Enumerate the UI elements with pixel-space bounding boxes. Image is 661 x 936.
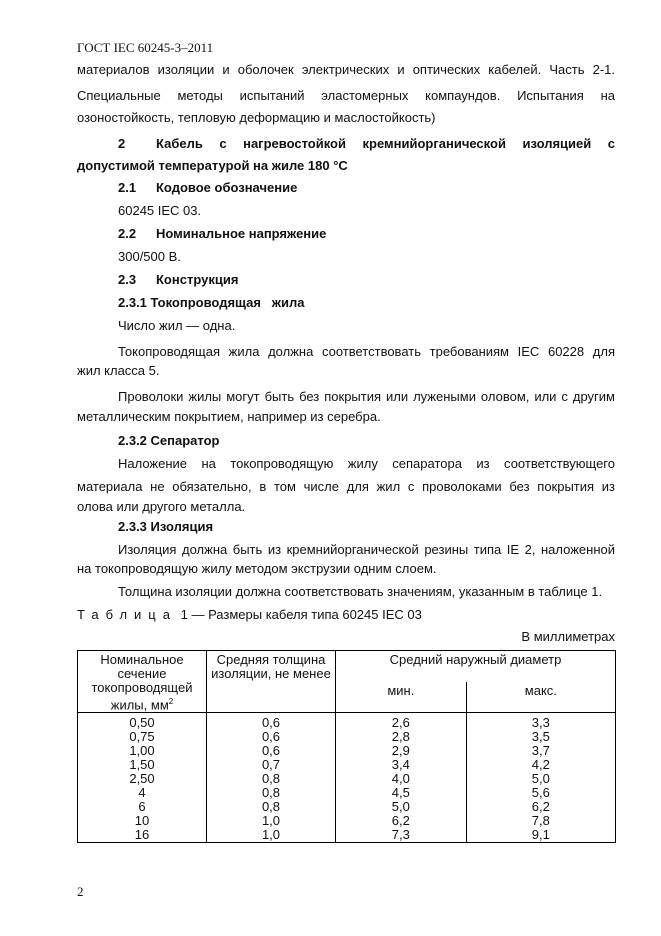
section-2-3-3-line1: Изоляция должна быть из кремнийорганической резины типа IE 2, наложенной [118, 542, 615, 557]
section-2-1-number: 2.1 [118, 180, 137, 195]
header-cross-section-sup: 2 [168, 697, 174, 706]
table-body [78, 713, 616, 843]
cell-diameter-max: 3,5 [466, 730, 615, 744]
cell-insulation-thickness: 1,0 [207, 828, 336, 843]
table-row [78, 772, 616, 786]
cell-insulation-thickness: 0,6 [207, 713, 336, 731]
cell-insulation-thickness: 0,8 [207, 800, 336, 814]
cell-diameter-max: 4,2 [466, 758, 615, 772]
section-2-3-1-p2-line1: Токопроводящая жила должна соответствовать требованиям IEC 60228 для [118, 344, 615, 359]
header-cross-section: Номинальное сечение токопроводящей жилы, $мм^2$ [78, 651, 207, 713]
cell-diameter-min: 3,4 [336, 758, 467, 772]
section-2-3-1-heading: 2.3.1 Токопроводящая жила [118, 295, 305, 310]
section-2-2-text: 300/500 В. [118, 249, 181, 264]
section-2-2-number: 2.2 [118, 226, 137, 241]
cell-diameter-max: 5,6 [466, 786, 615, 800]
cell-diameter-max: 3,7 [466, 744, 615, 758]
section-2-3-3-heading: 2.3.3 Изоляция [118, 519, 214, 534]
section-2-title-line2: допустимой температурой на жиле 180 °С [77, 158, 348, 173]
section-2-number: 2 [118, 136, 126, 151]
page-number: 2 [77, 884, 84, 899]
table-row [78, 786, 616, 800]
section-2-2-title: Номинальное напряжение [156, 226, 327, 241]
cell-insulation-thickness: 0,8 [207, 772, 336, 786]
intro-line-2: Специальные методы испытаний эластомерных компаундов. Испытания на [77, 88, 615, 103]
header-diameter-min: мин. [336, 682, 467, 713]
section-2-3-2-line3: олова или другого металла. [77, 499, 246, 514]
cell-cross-section: 16 [78, 828, 207, 843]
cell-cross-section: 2,50 [78, 772, 207, 786]
header-insulation-thickness: Средняя толщина изоляции, не менее [207, 651, 336, 713]
cell-diameter-max: 3,3 [466, 713, 615, 731]
cell-cross-section: 10 [78, 814, 207, 828]
table-units: В миллиметрах [521, 629, 615, 644]
section-2-3-1-p3-line1: Проволоки жилы могут быть без покрытия или лужеными оловом, или с другим [118, 389, 615, 404]
section-2-1-heading [118, 180, 297, 195]
table-row [78, 800, 616, 814]
section-2-3-3-line2: на токопроводящую жилу методом экструзии одним слоем. [77, 561, 437, 576]
header-diameter-max: макс. [466, 682, 615, 713]
cell-cross-section: 0,75 [78, 730, 207, 744]
section-2-3-2-line2: материала не обязательно, в том числе для жил с проволоками без покрытия из [77, 479, 615, 494]
cell-diameter-min: 4,0 [336, 772, 467, 786]
header-outer-diameter: Средний наружный диаметр [336, 651, 616, 682]
intro-line-1: материалов изоляции и оболочек электрических и оптических кабелей. Часть 2-1. [77, 62, 615, 77]
cell-diameter-min: 2,6 [336, 713, 467, 731]
table-row [78, 713, 616, 731]
cell-diameter-min: 2,9 [336, 744, 467, 758]
cell-cross-section: 1,00 [78, 744, 207, 758]
section-2-title-line1: Кабель с нагревостойкой кремнийорганической изоляцией с [156, 136, 615, 151]
section-2-2-heading [118, 226, 326, 241]
section-2-3-1-p2-line2: жил класса 5. [77, 363, 160, 378]
cell-diameter-max: 9,1 [466, 828, 615, 843]
cell-insulation-thickness: 0,8 [207, 786, 336, 800]
intro-line-3: озоностойкость, тепловую деформацию и маслостойкость) [77, 110, 436, 125]
cell-diameter-max: 6,2 [466, 800, 615, 814]
section-2-3-1-p1: Число жил — одна. [118, 318, 236, 333]
section-2-3-heading [118, 272, 238, 287]
cell-diameter-min: 2,8 [336, 730, 467, 744]
table-row [78, 814, 616, 828]
section-2-1-title: Кодовое обозначение [156, 180, 298, 195]
cell-diameter-min: 6,2 [336, 814, 467, 828]
section-2-1-text: 60245 IEC 03. [118, 203, 202, 218]
section-2-3-2-line1: Наложение на токопроводящую жилу сепаратора из соответствующего [118, 456, 615, 471]
cell-diameter-min: 7,3 [336, 828, 467, 843]
cell-insulation-thickness: 0,7 [207, 758, 336, 772]
section-2-heading [118, 132, 615, 156]
cell-insulation-thickness: 0,6 [207, 730, 336, 744]
document-header: ГОСТ IEC 60245-3–2011 [77, 40, 214, 55]
section-2-3-title: Конструкция [156, 272, 239, 287]
cell-diameter-max: 5,0 [466, 772, 615, 786]
table-caption [77, 607, 422, 622]
cell-cross-section: 4 [78, 786, 207, 800]
cell-cross-section: 0,50 [78, 713, 207, 731]
dimensions-table [77, 650, 616, 843]
cell-diameter-min: 4,5 [336, 786, 467, 800]
cell-insulation-thickness: 1,0 [207, 814, 336, 828]
section-2-3-1-p3-line2: металлическим покрытием, например из серебра. [77, 409, 381, 424]
cell-diameter-max: 7,8 [466, 814, 615, 828]
table-row [78, 758, 616, 772]
table-row [78, 828, 616, 843]
cell-diameter-min: 5,0 [336, 800, 467, 814]
table-row [78, 730, 616, 744]
section-2-3-number: 2.3 [118, 272, 137, 287]
table-caption-title: 1 — Размеры кабеля типа 60245 IEC 03 [180, 607, 422, 622]
section-2-3-3-line3: Толщина изоляции должна соответствовать значениям, указанным в таблице 1. [118, 584, 603, 599]
cell-insulation-thickness: 0,6 [207, 744, 336, 758]
cell-cross-section: 1,50 [78, 758, 207, 772]
table-row [78, 744, 616, 758]
cell-cross-section: 6 [78, 800, 207, 814]
table-caption-label: Таблица [77, 607, 177, 622]
section-2-3-2-heading: 2.3.2 Сепаратор [118, 433, 220, 448]
